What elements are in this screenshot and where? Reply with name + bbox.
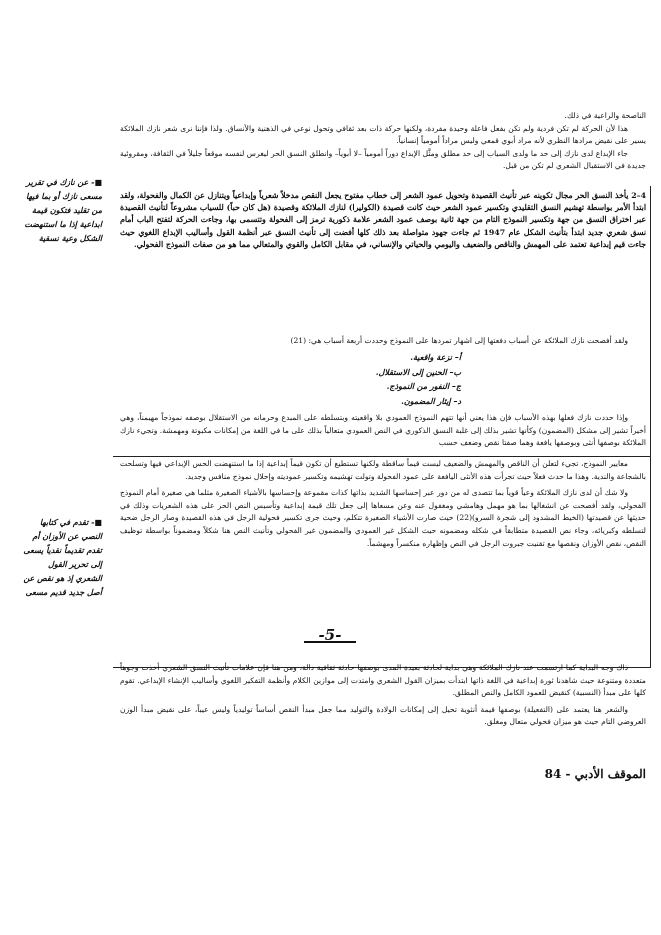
paragraph: والشعر هنا يعتمد على (التفعيلة) بوصفها قيمة أنثوية تحيل إلى إمكانات الولادة والتوليد مما جعل مبدأ النقص أساساً توليدياً وليس عيباً، على نقيض مبدأ الوزن العروضي التام حيث هو ميزان فحولي متعال ومغلق. <box>120 704 646 727</box>
paragraph: ولقد أفصحت نازك الملائكة عن أسباب دفعتها إلى اشهار تمردها على النموذج وحددت أربعة أسباب هي: (21) <box>290 336 628 345</box>
section-5-pre-2 <box>120 458 646 550</box>
list-item: ج– النفور من النموذج. <box>386 381 461 391</box>
paragraph: ولا شك أن لدى نازك الملائكة وعياً قوياً بما تتصدى له من دور عبر إحساسها الشديد بذاتها كذات مقموعة وإحساسها بالأشياء الصغيرة مثلما هي صغيرة أمام النموذج الفحولي، ولقد أفصحت عن انشغالها بما هو مهمل وهامشي ومغفول عنه وعن مسعاها إلى جعل تلك قيمة إبداعية وتأسيس النص الحر على هذه الشعريات وذلك في حديثها عن قصيدتها (الخيط المشدود إلى شجرة السرو)(22) حيث صارت الأشياء الصغيرة تتكلم، وحيث جرى تكسير فحولية الرجل في هذه القصيدة وصار الرجل ضحية لتسلطه وكبريائه، وجاء نص القصيدة متطابقاً في شكله ومضمونه حيث الشكل غير العمودي والمضمون غير الفحولي وتأنيث النص هنا شكلاً ومضموناً بواسطة توظيف النقص، نقص الأوزان ونقصها مع تقنيت جبروت الرجل في النص وإظهاره منكسراً ومهشماً. <box>120 488 646 548</box>
reasons-list <box>301 350 461 408</box>
page-footer: الموقف الأدبي - 84 <box>544 767 646 781</box>
paragraph: هذا لأن الحركة لم تكن فردية ولم تكن بفعل فاعلة وحيدة مفردة، ولكنها حركة ذات بعد ثقافي وتحول نوعي في الذهنية والأنساق. ولذا فإننا نرى شعر نازك الملائكة يسير على نقيض مرادها النظري لأنه مراد أبوي قمعي وليس مراداً أمومياً إنسانياً. <box>120 123 646 146</box>
reasons-intro <box>120 335 646 348</box>
margin-note: ■- تقدم في كتابها النصي عن الأوزان أم تقدم تقديماً نقدياً يسعى إلى تحرير القول الشعري إذ هو نقص عن أصل جديد قديم مسعى <box>23 517 102 597</box>
paragraph: ذاك وجه البداية كما ارتسمت عند نازك الملائكة وهي بداية لحادثة بعيدة المدى بوصفها حادثة ثقافية دالة، ومن هنا فإن علامات تأنيث النسق الشعري أخذت وجوهاً متعددة ومتنوعة حيث شاهدنا ثورة إبداعية في اللغة ذاتها ابتدأت بميزان القول الشعري وامتدت إلى موازين الكلام وأنظمة التفكير اللغوي وأساليب الإنشاء الإبداعي. تقوم كلها على مبدأ (النسبية) كنقيض للعمود الكامل والنص المطلق. <box>120 663 646 698</box>
paragraph: وإذا حددت نازك فعلها بهذه الأسباب فإن هذا يعني أنها تتهم النموذج العمودي بلا واقعيته وبتسلطه على المبدع وحرمانه من الاستقلال بوصفه نموذجاً مهيمناً، وهي أخيراً تشير إلى مشكل (المضمون) وكأنها تشير بذلك إلى غلبة النسق الذكوري في النص العمودي متعالياً بذلك على ما في اللغة من إمكانات مكبوتة ومهمشة. وتجيء نازك الملائكة بوصفها أنثى وبوصفها يافعة وهما صفتا نقص وضعف حسب <box>120 413 646 448</box>
section-5-post <box>120 662 646 729</box>
section-top <box>120 110 646 173</box>
paragraph: 4–2 يأخذ النسق الحر مجال تكوينه عبر تأنيث القصيدة وتحويل عمود الشعر إلى خطاب مفتوح يجعل النقص مدخلاً شعرياً وإبداعياً ويتنازل عن الكمال والفحولة، ولقد ابتدأ الأمر بواسطة تهشيم النسق التقليدي وتكسير عمود الشعر حيث كانت قصيدة (الكوليرا) لنازك الملائكة وقصيدة (هل كان حباً) للسياب مشروعاً لتأنيث القصيدة عبر اختراق النسق من جهة وتكسير النموذج التام من جهة ثانية بوصف عمود الشعر علامة ذكورية ترمز إلى الفحولة وتتسمى بها، وجاءت الحركة لتفتح الباب أمام نسق شعري جديد ابتدأ بتأنيث الشكل عام 1947 ثم جاءت جهود متواصلة بعد ذلك كلها أفضت إلى تأنيث النسق عبر أنظمة القول وأساليب الإبداع اللغوي حيث جاءت قيم إبداعية تعتمد على المهمش والناقص والضعيف واليومي والحياتي والإنساني، في مقابل الكامل والقوي والمتعالي مما هو من صفات النموذج الفحولي. <box>120 191 646 249</box>
section-5-pre-1 <box>120 412 646 450</box>
paragraph: جاء الإبداع لدى نازك إلى حد ما ولدى السياب إلى حد مطلق ومثَّل الإبداع دوراً أمومياً –لا أبوياً– وانطلق النسق الحر ليغرس لنفسه موقعاً جليلاً في الثقافة، ومقروئية جديدة في الاستقبال الشعري لم تكن من قبل. <box>120 148 646 171</box>
list-item: ب– الحنين إلى الاستقلال. <box>375 366 461 377</box>
list-item: د– إيثار المضمون. <box>401 395 461 406</box>
page-marker: -5- <box>300 626 360 644</box>
margin-note: ■- عن نازك في تقرير مسعى نازك أو بما فيها من تقليد فتكون قيمة ابداعية إذا ما استنهضت الشكل وعية نسقية <box>24 177 102 243</box>
list-item: أ– نزعة واقعية. <box>410 352 461 362</box>
paragraph: الناصحة والراعية في ذلك. <box>564 111 646 120</box>
paragraph: معايير النموذج، تجيء لتعلن أن الناقص والمهمش والضعيف ليست قيماً ساقطة ولكنها تستطيع أن تكون قيماً إبداعية إذا ما استنهضت الحس الإبداعي فيها وتسلحت بالشجاعة والندية. وهذا ما حدث فعلاً حيث تجرأت هذه الأنثى اليافعة على عمود الفحولة وتولت تهشيمه وتكسير عموديته وإحلال نموذج منافس وجديد. <box>120 459 646 481</box>
section-4-2 <box>120 190 646 251</box>
